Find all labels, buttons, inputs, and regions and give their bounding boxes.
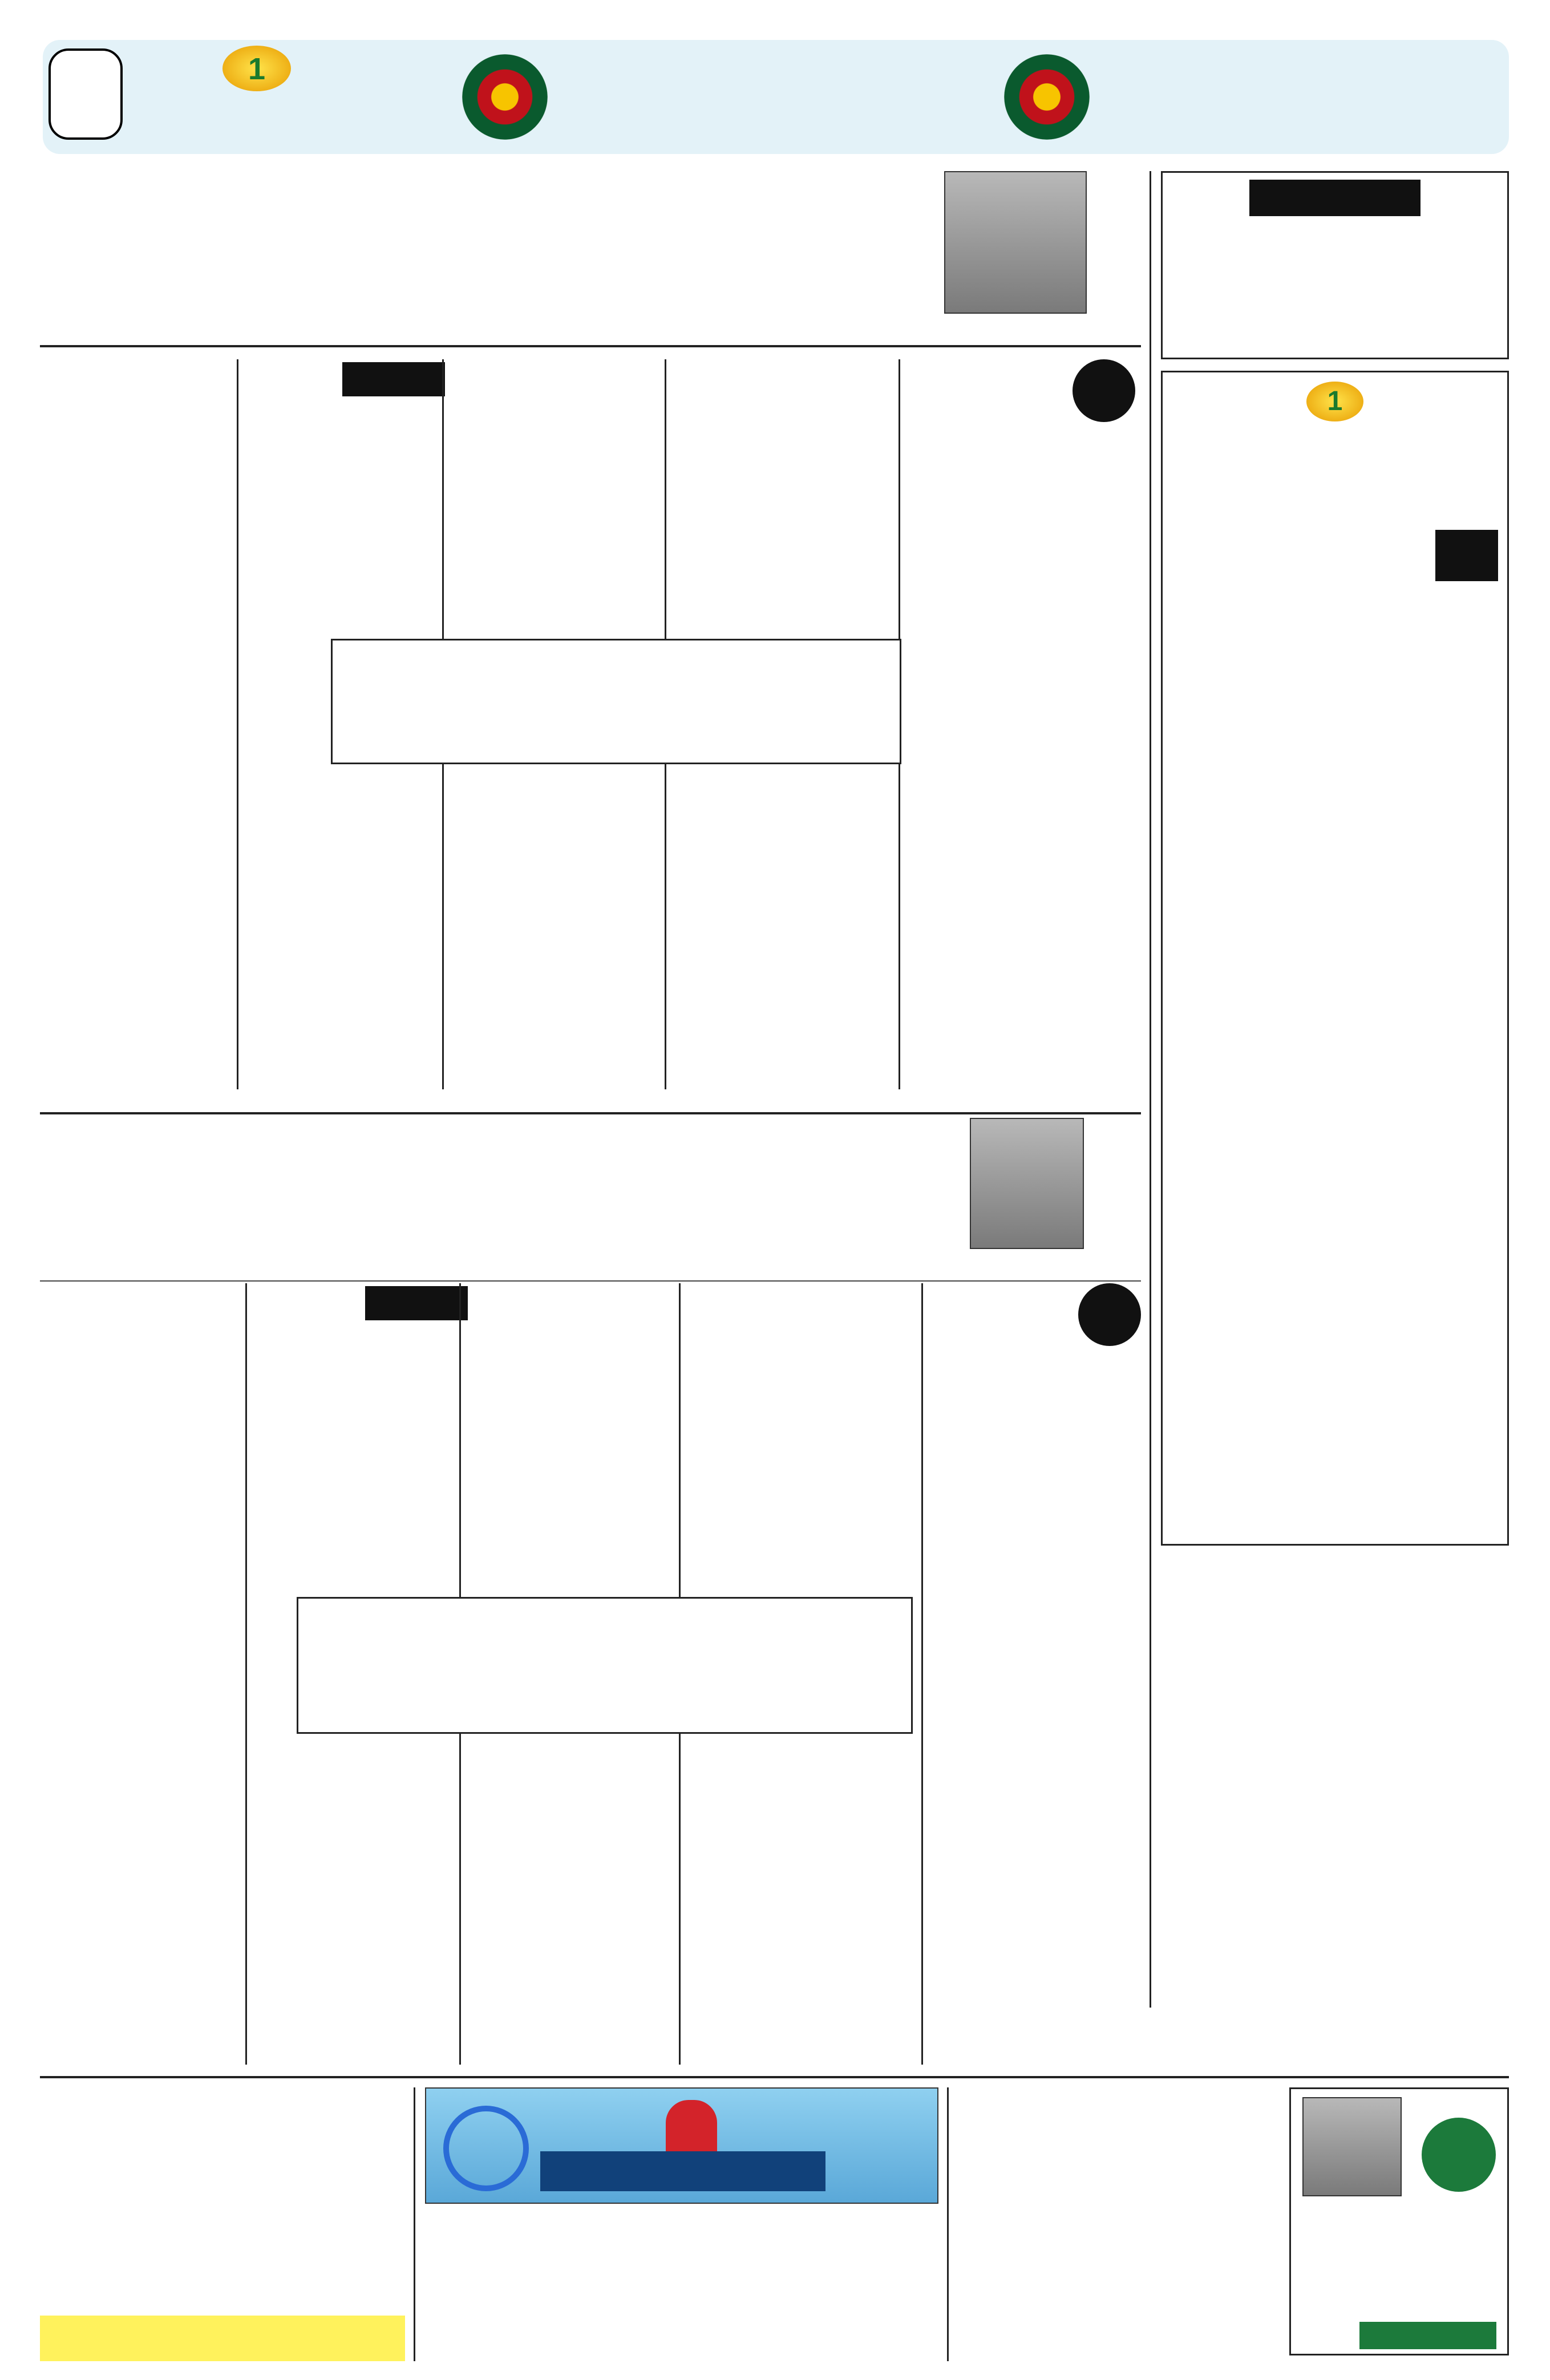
aaina-title: [1422, 2118, 1496, 2192]
mirasilat-banner: [425, 2087, 938, 2204]
seerat-note: [40, 2316, 405, 2361]
aqwal-title: [1249, 180, 1421, 216]
sidebar-headline: [1172, 467, 1498, 530]
second-pull-quote: [297, 1597, 913, 1734]
lead-pull-quote: [331, 639, 901, 764]
mirasilat-section: [425, 2087, 938, 2361]
aqwal-item: [1163, 223, 1507, 229]
sidebar-editorial: [1161, 371, 1509, 1546]
lead-headline: [40, 188, 924, 302]
aqwal-box: [1161, 171, 1509, 359]
aaina-box: [1289, 2087, 1509, 2355]
lead-column-5: [40, 359, 228, 1089]
sidebar-kicker: [1435, 530, 1498, 581]
second-headline: [40, 1118, 941, 1249]
lead-dropcap: [1073, 359, 1135, 422]
section-title-ur: [1112, 46, 1500, 148]
second-kicker: [365, 1286, 468, 1320]
masthead-logo: 1: [143, 46, 416, 148]
lead-column-1: [907, 416, 1135, 1089]
second-column-1: [930, 1335, 1141, 2065]
emblem-right: [1004, 54, 1090, 140]
sidebar-logo: 1: [1172, 382, 1498, 467]
sidebar-body: [1172, 530, 1430, 1465]
page-number: [48, 48, 123, 140]
aaina-poet: [1359, 2322, 1496, 2349]
author-photo: [944, 171, 1087, 314]
lead-kicker: [342, 362, 445, 396]
second-dropcap: [1078, 1283, 1141, 1346]
mirasilat-title: [540, 2151, 825, 2191]
second-column-5: [40, 1283, 240, 2065]
poet-photo: [1302, 2097, 1402, 2196]
mirasilat-body: [425, 2208, 938, 2340]
envelope-icon: [443, 2106, 529, 2191]
emblem-left: [462, 54, 548, 140]
second-author-photo: [970, 1118, 1084, 1249]
